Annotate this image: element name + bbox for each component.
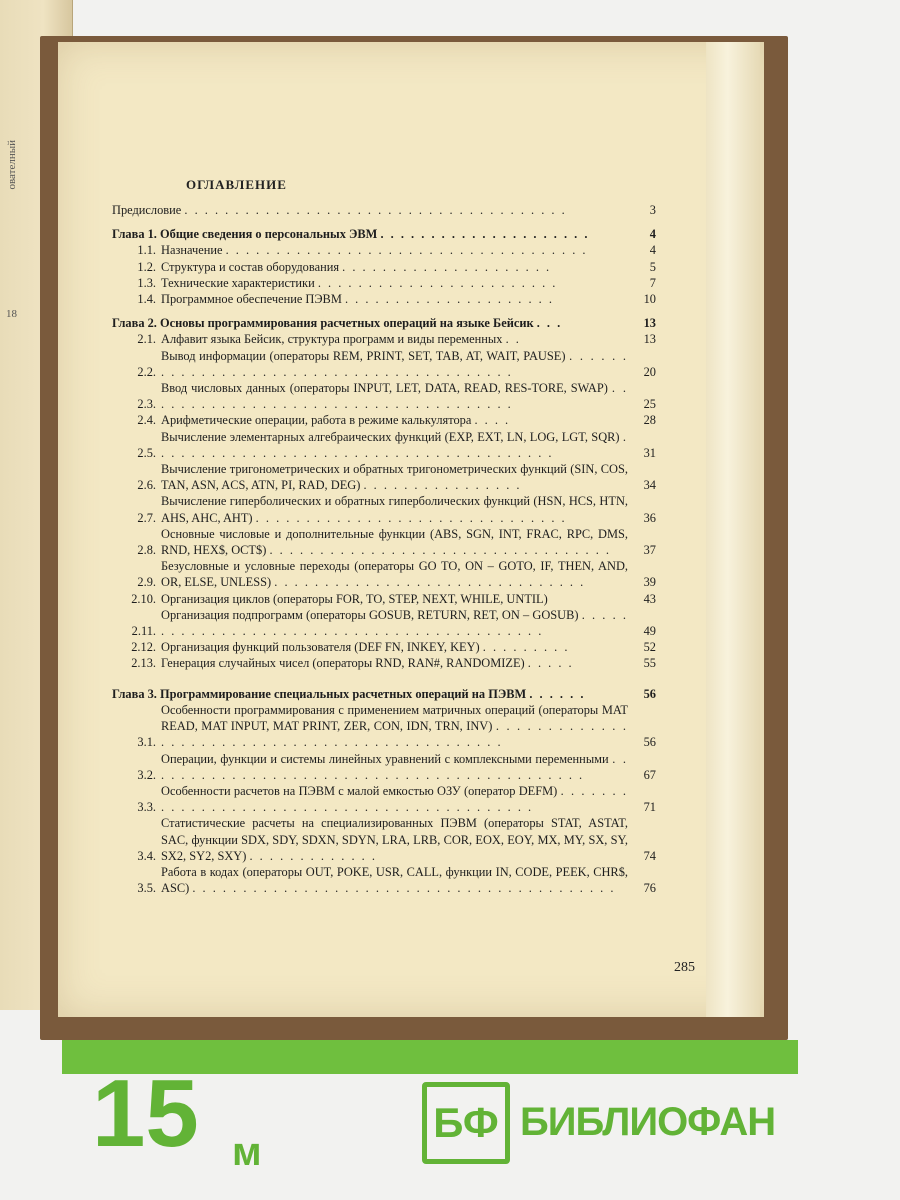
- toc-entry-row: [112, 864, 656, 896]
- toc-entry-row: [112, 202, 656, 218]
- toc-leader-dots: . .: [505, 332, 521, 347]
- toc-leader-dots: . . . .: [474, 413, 511, 428]
- toc-entry-row: [112, 607, 656, 639]
- toc-entry-title: Предисловие: [112, 203, 182, 217]
- toc-entry-number: 1.2.: [137, 259, 156, 274]
- toc-entry-number: 2.11.: [131, 624, 156, 639]
- toc-page-number: 25: [643, 397, 656, 412]
- toc-entry-title: Операции, функции и системы линейных уравнений с комплексными переменными: [161, 751, 609, 766]
- toc-leader-dots: . . . . . . . . . . . . . . . . . . . . . . . . . . . . . . . . . . . . . . . . . . . .: [161, 751, 629, 782]
- toc-entry-number: 2.8.: [137, 543, 156, 558]
- toc-entry-text: [161, 815, 628, 864]
- toc-entry-text: [161, 702, 628, 751]
- toc-leader-dots: . . . . . . . . . . . . . . . . . . . . . . . . . . . . . . . . . .: [269, 543, 611, 558]
- toc-leader-dots: . . . . . . . . . . . . . . . . . . . . . . . . . . . . . . .: [255, 510, 567, 525]
- toc-entry-title: Глава 1. Общие сведения о персональных ЭВМ: [112, 227, 378, 242]
- toc-entry-title: Организация циклов (операторы FOR, TO, STEP, NEXT, WHILE, UNTIL): [161, 591, 548, 606]
- toc-entry-row: [112, 348, 656, 380]
- toc-leader-dots: . . . . . . . . . . . . . . . . . . . . . . . . . . . . . . . . . . . . . . . . . . . .: [161, 783, 628, 815]
- toc-leader-dots: . . . . . . . . . . . . . . . . . . . . . . . .: [317, 275, 558, 290]
- toc-entry-title: Особенности программирования с применением матричных операций (операторы MAT READ, MAT INPUT, MAT PRINT, ZER, CON, IDN, TRN, INV): [161, 702, 628, 734]
- toc-leader-dots: . . . . . . . . . . . . . . . .: [363, 478, 522, 493]
- toc-entry-row: [112, 591, 656, 607]
- toc-entry-number: 3.3.: [137, 800, 156, 815]
- toc-entry-number: 2.1.: [137, 332, 156, 347]
- left-page-fragment-mid: 18: [6, 308, 17, 320]
- toc-entry-title: Вычисление тригонометрических и обратных тригонометрических функций (SIN, COS, TAN, ASN, ACS, ATN, PI, RAD, DEG): [161, 462, 628, 493]
- bibliofan-logo-icon: [422, 1082, 510, 1164]
- toc-page-number: 74: [643, 848, 656, 863]
- toc-page-number: 34: [643, 478, 656, 493]
- toc-entry-title: Организация функций пользователя (DEF FN, INKEY, KEY): [161, 640, 480, 655]
- toc-page-number: 39: [643, 575, 656, 590]
- toc-entry-title: Арифметические операции, работа в режиме калькулятора: [161, 413, 472, 428]
- toc-entry-text: [161, 348, 628, 380]
- brand-name: БИБЛИОФАН: [520, 1100, 776, 1144]
- toc-leader-dots: . . . . . . . . . . . . . . . . . . . . . . . . . . . . . . . . . . . . . . . .: [161, 429, 628, 460]
- toc-entry-text: [161, 655, 628, 671]
- toc-entry-title: Генерация случайных чисел (операторы RND, RAN#, RANDOMIZE): [161, 656, 525, 671]
- toc-page-number: 3: [649, 203, 656, 217]
- toc-leader-dots: . . . . . . . . . . . . . . . . . . . . . . . . . . . . . . . . . . . .: [225, 243, 588, 258]
- toc-entry-number: 3.5.: [137, 881, 156, 896]
- toc-entry-row: [112, 429, 656, 461]
- logo-letters: БФ: [433, 1099, 499, 1146]
- toc-entry-text: [112, 202, 628, 218]
- toc-entry-number: 2.9.: [137, 575, 156, 590]
- toc-entry-number: 2.2.: [137, 364, 156, 379]
- toc-page-number: 10: [643, 292, 656, 307]
- toc-page-number: 13: [643, 332, 656, 347]
- toc-page-number: 5: [649, 259, 656, 274]
- toc-entry-text: [161, 331, 628, 347]
- toc-entry-number: 1.1.: [137, 243, 156, 258]
- toc-entry-text: [161, 607, 628, 639]
- toc-entry-title: Алфавит языка Бейсик, структура программ и виды переменных: [161, 332, 503, 347]
- toc-entry-row: [112, 275, 656, 291]
- toc-page-number: 20: [643, 364, 656, 379]
- toc-entry-text: [112, 226, 628, 242]
- toc-page-number: 4: [649, 227, 656, 242]
- toc-entry-title: Вывод информации (операторы REM, PRINT, SET, TAB, AT, WAIT, PAUSE): [161, 348, 566, 363]
- toc-entry-text: [161, 558, 628, 590]
- toc-leader-dots: . . . . . . . . . . . . . . . . . . . . . . . . . . . . . . .: [274, 575, 586, 590]
- toc-entry-row: [112, 461, 656, 493]
- toc-page-number: 7: [649, 275, 656, 290]
- toc-entry-number: 2.10.: [131, 591, 156, 606]
- toc-leader-dots: . . .: [536, 316, 563, 331]
- toc-entry-text: [161, 783, 628, 815]
- toc-page-number: 13: [643, 316, 656, 331]
- toc-entry-text: [161, 751, 628, 783]
- toc-leader-dots: . . . . . . . . . . . . . . . . . . . . . . . . . . . . . . . . . . . . . . . . . . .: [161, 607, 628, 639]
- toc-entry-text: [161, 275, 628, 291]
- toc-entry-title: Глава 3. Программирование специальных расчетных операций на ПЭВМ: [112, 686, 527, 701]
- toc-entry-title: Технические характеристики: [161, 275, 315, 290]
- toc-entry-title: Вычисление элементарных алгебраических функций (EXP, EXT, LN, LOG, LGT, SQR): [161, 429, 620, 444]
- toc-leader-dots: . . . . . . . . . . . . . . . . . . . . .: [344, 292, 554, 307]
- toc-leader-dots: . . . . .: [527, 656, 574, 671]
- toc-entry-row: [112, 751, 656, 783]
- toc-leader-dots: . . . . . . . . . . . . . . . . . . . . . . . . . . . . . . . . . . . . . .: [184, 203, 567, 217]
- toc-entry-row: [112, 639, 656, 655]
- toc-page-number: 36: [643, 510, 656, 525]
- toc-page-number: 31: [643, 445, 656, 460]
- toc-entry-text: [161, 412, 628, 428]
- toc-entry-text: [161, 526, 628, 558]
- toc-entry-text: [161, 291, 628, 307]
- toc-page-number: 56: [643, 686, 656, 701]
- toc-page-number: 37: [643, 543, 656, 558]
- toc-entry-row: [112, 558, 656, 590]
- toc-entry-number: 2.4.: [137, 413, 156, 428]
- toc-entry-number: 3.2.: [137, 767, 156, 782]
- toc-entry-text: [161, 429, 628, 461]
- toc-page-number: 49: [643, 624, 656, 639]
- toc-entry-title: Структура и состав оборудования: [161, 259, 340, 274]
- toc-entry-number: 2.13.: [131, 656, 156, 671]
- toc-entry-row: [112, 412, 656, 428]
- toc-entry-text: [161, 242, 628, 258]
- toc-leader-dots: . . . . . . . . . . . . . . . . . . . . .: [380, 227, 590, 242]
- toc-page-number: 28: [643, 413, 656, 428]
- toc-entry-title: Безусловные и условные переходы (операторы GO TO, ON – GOTO, IF, THEN, AND, OR, ELSE, UNLESS): [161, 559, 628, 590]
- toc-entry-title: Организация подпрограмм (операторы GOSUB, RETURN, RET, ON – GOSUB): [161, 607, 579, 622]
- toc-entry-number: 1.4.: [137, 292, 156, 307]
- toc-chapter-row: [112, 226, 656, 242]
- toc-entry-number: 3.1.: [137, 735, 156, 750]
- toc-entry-number: 2.12.: [131, 640, 156, 655]
- toc-entry-row: [112, 655, 656, 671]
- toc-entry-number: 1.3.: [137, 275, 156, 290]
- toc-entry-text: [112, 686, 628, 702]
- toc-leader-dots: . . . . . . . . . . . . . . . . . . . . . . . . . . . . . . . . . . . . . . . . . .: [192, 881, 616, 896]
- toc-chapter-row: [112, 315, 656, 331]
- toc-leader-dots: . . . . . . . . . . . . . . . . . . . . . . . . . . . . . . . . . . . . . . . . . . . . . . .: [161, 719, 628, 750]
- toc-entry-text: [161, 639, 628, 655]
- toc-page-number: 43: [643, 591, 656, 606]
- toc-entry-row: [112, 783, 656, 815]
- toc-page-number: 76: [643, 881, 656, 896]
- toc-entry-title: Назначение: [161, 243, 223, 258]
- toc-entry-text: [161, 591, 628, 607]
- toc-entry-text: [112, 315, 628, 331]
- toc-leader-dots: . . . . . . . . . . . . . . . . . . . . .: [342, 259, 552, 274]
- toc-entry-row: [112, 815, 656, 864]
- left-page-fragment-top: ователный: [6, 140, 18, 190]
- toc-entry-text: [161, 493, 628, 525]
- page-number: 285: [674, 960, 695, 975]
- toc-entry-number: 2.7.: [137, 510, 156, 525]
- toc-page-number: 56: [643, 735, 656, 750]
- toc-page-number: 4: [649, 243, 656, 258]
- toc-entry-title: Программное обеспечение ПЭВМ: [161, 292, 342, 307]
- toc-entry-text: [161, 380, 628, 412]
- toc-entry-title: Глава 2. Основы программирования расчетных операций на языке Бейсик: [112, 316, 534, 331]
- banner-unit: м: [232, 1130, 262, 1174]
- toc-entry-number: 2.5.: [137, 445, 156, 460]
- toc-entry-title: Работа в кодах (операторы OUT, POKE, USR, CALL, функции IN, CODE, PEEK, CHR$, ASC): [161, 864, 628, 896]
- toc-entry-row: [112, 493, 656, 525]
- toc-entry-title: Ввод числовых данных (операторы INPUT, LET, DATA, READ, RES-TORE, SWAP): [161, 381, 608, 396]
- toc-page-number: 67: [643, 767, 656, 782]
- toc-entry-row: [112, 259, 656, 275]
- page-edges: [706, 42, 760, 1017]
- table-of-contents: [112, 202, 656, 896]
- banner-number: 15: [92, 1060, 199, 1167]
- toc-entry-row: [112, 242, 656, 258]
- toc-entry-text: [161, 461, 628, 493]
- toc-entry-row: [112, 291, 656, 307]
- toc-entry-number: 2.6.: [137, 478, 156, 493]
- toc-page-number: 71: [643, 800, 656, 815]
- toc-entry-title: Статистические расчеты на специализированных ПЭВМ (операторы STAT, ASTAT, SAC, функции SDX, SDY, SDXN, SDYN, LRA, LRB, COR, EOX, EOY, MX, MY, SX, SY, SX2, SY2, SXY): [161, 816, 628, 863]
- toc-entry-text: [161, 864, 628, 896]
- toc-entry-title: Особенности расчетов на ПЭВМ с малой емкостью ОЗУ (оператор DEFM): [161, 783, 558, 798]
- toc-entry-row: [112, 331, 656, 347]
- toc-page-number: 52: [643, 640, 656, 655]
- toc-leader-dots: . . . . . . . . . . . . . . . . . . . . . . . . . . . . . . . . . . . . .: [161, 381, 628, 412]
- toc-entry-row: [112, 702, 656, 751]
- toc-entry-row: [112, 380, 656, 412]
- toc-entry-number: 2.3.: [137, 397, 156, 412]
- toc-entry-title: Основные числовые и дополнительные функции (ABS, SGN, INT, FRAC, RPC, DMS, RND, HEX$, OCT$): [161, 526, 628, 558]
- toc-leader-dots: . . . . . . . . . . . . . . . . . . . . . . . . . . . . . . . . . . . . . . . . .: [161, 348, 629, 379]
- toc-entry-row: [112, 526, 656, 558]
- toc-leader-dots: . . . . . .: [529, 686, 586, 701]
- toc-leader-dots: . . . . . . . . .: [482, 640, 570, 655]
- toc-entry-number: 3.4.: [137, 848, 156, 863]
- toc-entry-text: [161, 259, 628, 275]
- toc-entry-title: Вычисление гиперболических и обратных гиперболических функций (HSN, HCS, HTN, AHS, AHC, AHT): [161, 494, 628, 525]
- toc-page-number: 55: [643, 656, 656, 671]
- toc-chapter-row: [112, 686, 656, 702]
- toc-leader-dots: . . . . . . . . . . . . .: [249, 848, 377, 863]
- toc-title: ОГЛАВЛЕНИЕ: [186, 177, 287, 192]
